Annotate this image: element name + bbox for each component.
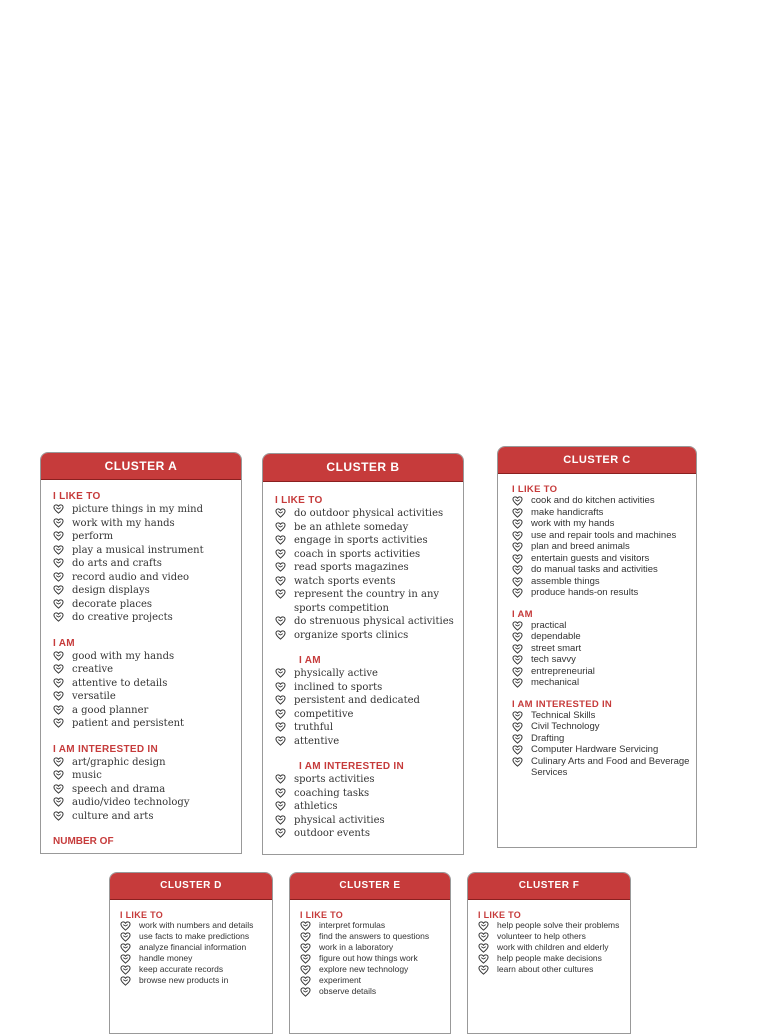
heart-outline-icon [512,644,523,654]
list-item-label: inclined to sports [294,681,383,693]
list-item [275,694,463,708]
list-item-label: help people solve their problems [497,920,620,930]
heart-outline-icon [120,943,131,953]
list-item-label: practical [531,619,567,631]
list-item-label: analyze financial information [139,942,247,952]
cluster-e-like-section [300,910,450,997]
list-item [300,942,450,953]
heart-outline-icon [120,976,131,986]
heart-outline-icon [478,921,489,931]
list-item-label: do manual tasks and activities [531,564,658,575]
list-item [53,717,241,731]
heart-outline-icon [275,508,286,518]
section-heading: I AM INTERESTED IN [53,743,159,755]
list-item [512,495,696,507]
list-item [512,643,696,655]
section-heading: I LIKE TO [275,495,323,506]
heart-outline-icon [53,797,64,807]
heart-outline-icon [275,682,286,692]
heart-outline-icon [53,784,64,794]
list-item [512,518,696,530]
list-item-label: interpret formulas [319,920,386,930]
list-item [300,931,450,942]
list-item-label: good with my hands [72,650,175,662]
heart-outline-icon [275,828,286,838]
list-item [478,942,630,953]
heart-outline-icon [275,815,286,825]
list-item-label: play a musical instrument [72,544,204,556]
list-item [300,986,450,997]
list-item-label: truthful [294,722,334,733]
list-item-label: sports activities [294,774,375,785]
list-item-label: Technical Skills [531,709,596,721]
list-item-label: versatile [72,691,116,702]
section-heading: I LIKE TO [512,484,558,495]
list-item-label: work with my hands [531,518,615,529]
heart-outline-icon [53,504,64,514]
list-item-label: find the answers to questions [319,931,430,941]
list-item [512,721,696,733]
list-item-label: music [72,770,102,781]
list-item-label: be an athlete someday [294,521,409,533]
list-item [512,507,696,519]
section-heading: I AM [53,637,75,649]
heart-outline-icon [478,932,489,942]
list-item [120,953,272,964]
list-item-label: keep accurate records [139,964,224,974]
list-item-label: physically active [294,668,378,679]
list-item-label: work with numbers and details [139,920,254,930]
heart-outline-icon [275,522,286,532]
heart-outline-icon [300,987,311,997]
heart-outline-icon [512,745,523,755]
heart-outline-icon [512,519,523,529]
list-item-label: decorate places [72,598,153,610]
heart-outline-icon [53,612,64,622]
list-item-label: experiment [319,975,362,985]
list-item [53,584,241,598]
cluster-d-like-section [120,910,272,986]
cluster-c-interested-section [512,699,696,779]
list-item [275,708,463,722]
section-heading: I AM INTERESTED IN [512,698,613,710]
heart-outline-icon [478,943,489,953]
heart-outline-icon [512,678,523,688]
list-item [512,677,696,689]
list-item [512,666,696,678]
cluster-c-like-section [512,484,696,599]
list-item-label: dependable [531,631,581,642]
list-item-label: observe details [319,986,377,996]
heart-outline-icon [512,711,523,721]
heart-outline-icon [275,562,286,572]
heart-outline-icon [53,558,64,568]
heart-outline-icon [512,722,523,732]
list-item-label: make handicrafts [531,506,604,518]
cluster-b-am-section [275,655,463,748]
list-item [275,615,463,629]
list-item-label: persistent and dedicated [294,695,420,706]
heart-outline-icon [53,599,64,609]
list-item-label: engage in sports activities [294,535,428,546]
list-item-label: attentive [294,735,340,747]
list-item [512,631,696,643]
list-item [512,576,696,588]
heart-outline-icon [53,718,64,728]
list-item-label: explore new technology [319,964,409,974]
list-item-label: volunteer to help others [497,931,586,941]
list-item-label: tech savvy [531,654,576,665]
heart-outline-icon [53,691,64,701]
list-item [53,783,241,797]
list-item-label: handle money [139,953,193,963]
list-item [53,611,241,625]
section-heading: I AM [512,608,533,620]
section-heading: I AM INTERESTED IN [299,761,405,772]
heart-outline-icon [53,518,64,528]
heart-outline-icon [53,757,64,767]
list-item-label: do creative projects [72,612,173,623]
list-item [512,541,696,553]
cluster-a-trailing-heading: NUMBER OF [53,836,114,847]
list-item [53,530,241,544]
heart-outline-icon [275,589,286,599]
heart-outline-icon [53,664,64,674]
list-item [478,953,630,964]
list-item [275,629,463,643]
list-item [120,931,272,942]
heart-outline-icon [512,565,523,575]
heart-outline-icon [120,921,131,931]
cluster-f-title: CLUSTER F [468,873,630,900]
list-item [300,964,450,975]
cluster-d-card [109,872,273,1034]
list-item-label: use facts to make predictions [139,931,250,941]
list-item-label: do arts and crafts [72,558,162,569]
list-item-label: creative [72,664,114,675]
list-item-label: use and repair tools and machines [531,529,677,541]
heart-outline-icon [275,788,286,798]
list-item [275,681,463,695]
cluster-e-card [289,872,451,1034]
list-item [478,931,630,942]
list-item [512,587,696,599]
list-item-label: cook and do kitchen activities [531,495,655,506]
list-item [512,756,696,779]
list-item-label: competitive [294,708,354,720]
list-item [300,975,450,986]
list-item-label: learn about other cultures [497,964,594,974]
heart-outline-icon [53,770,64,780]
list-item [512,744,696,756]
list-item [53,756,241,770]
list-item-label: athletics [294,801,338,812]
list-item [512,733,696,745]
heart-outline-icon [275,801,286,811]
list-item-label: work with children and elderly [497,942,609,952]
list-item-label: record audio and video [72,571,190,583]
heart-outline-icon [275,668,286,678]
heart-outline-icon [512,667,523,677]
list-item [53,663,241,677]
list-item-label: culture and arts [72,810,154,822]
list-item-label: work in a laboratory [319,942,394,952]
list-item [275,800,463,814]
list-item-label: browse new products in [139,975,229,985]
list-item [275,721,463,735]
heart-outline-icon [512,734,523,744]
list-item [53,677,241,691]
list-item-label: watch sports events [294,575,396,587]
cluster-b-like-section [275,495,463,642]
cluster-c-card [497,446,697,848]
cluster-a-like-section [53,491,241,625]
heart-outline-icon [275,709,286,719]
list-item-label: attentive to details [72,677,168,689]
list-item [300,920,450,931]
list-item-label: art/graphic design [72,756,166,768]
list-item-label: audio/video technology [72,797,190,808]
section-heading: I LIKE TO [120,910,164,920]
list-item [53,704,241,718]
heart-outline-icon [53,585,64,595]
list-item-label: figure out how things work [319,953,418,963]
cluster-a-title: CLUSTER A [41,453,241,480]
list-item [512,530,696,542]
heart-outline-icon [478,965,489,975]
heart-outline-icon [512,632,523,642]
heart-outline-icon [300,976,311,986]
heart-outline-icon [120,954,131,964]
list-item [275,534,463,548]
list-item-label: street smart [531,642,582,654]
list-item [53,810,241,824]
list-item-label: coach in sports activities [294,548,421,560]
heart-outline-icon [512,531,523,541]
list-item [275,507,463,521]
cluster-f-card [467,872,631,1034]
list-item [53,598,241,612]
list-item-label: produce hands-on results [531,587,639,598]
heart-outline-icon [512,588,523,598]
heart-outline-icon [512,655,523,665]
list-item [53,571,241,585]
heart-outline-icon [53,651,64,661]
cluster-a-interested-section [53,744,241,824]
list-item [512,710,696,722]
list-item [120,920,272,931]
heart-outline-icon [53,572,64,582]
list-item-label: outdoor events [294,828,370,839]
list-item [275,787,463,801]
list-item [275,575,463,589]
list-item-label: Drafting [531,732,565,744]
list-item-label: do strenuous physical activities [294,616,454,627]
list-item-label: design displays [72,585,150,596]
list-item [120,975,272,986]
heart-outline-icon [53,545,64,555]
heart-outline-icon [275,736,286,746]
list-item [300,953,450,964]
heart-outline-icon [275,576,286,586]
heart-outline-icon [300,954,311,964]
heart-outline-icon [275,722,286,732]
cluster-b-interested-section [275,761,463,841]
list-item [478,920,630,931]
heart-outline-icon [512,554,523,564]
list-item-label: entrepreneurial [531,665,595,677]
list-item-label: speech and drama [72,783,166,795]
heart-outline-icon [53,811,64,821]
heart-outline-icon [512,496,523,506]
heart-outline-icon [300,943,311,953]
section-heading: I LIKE TO [300,910,344,920]
cluster-e-title: CLUSTER E [290,873,450,900]
cluster-c-am-section [512,609,696,689]
list-item [275,588,463,615]
list-item-label: mechanical [531,677,580,688]
list-item-label: read sports magazines [294,562,409,573]
list-item [512,553,696,565]
list-item [275,561,463,575]
list-item [120,942,272,953]
list-item [512,620,696,632]
heart-outline-icon [120,965,131,975]
cluster-c-title: CLUSTER C [498,447,696,474]
list-item-label: help people make decisions [497,953,602,963]
heart-outline-icon [120,932,131,942]
list-item [53,503,241,517]
heart-outline-icon [275,535,286,545]
list-item [275,735,463,749]
list-item [275,827,463,841]
heart-outline-icon [512,621,523,631]
heart-outline-icon [275,630,286,640]
heart-outline-icon [512,577,523,587]
list-item [275,667,463,681]
heart-outline-icon [300,921,311,931]
list-item [53,769,241,783]
list-item-label: do outdoor physical activities [294,508,444,519]
heart-outline-icon [275,695,286,705]
list-item [53,650,241,664]
heart-outline-icon [275,616,286,626]
list-item-label: Computer Hardware Servicing [531,744,659,755]
list-item [120,964,272,975]
cluster-b-card [262,453,464,855]
list-item-label: Civil Technology [531,721,600,732]
section-heading: I AM [299,655,321,666]
list-item [53,557,241,571]
section-heading: I LIKE TO [53,491,101,502]
list-item-label: perform [72,531,114,542]
cluster-f-like-section [478,910,630,975]
heart-outline-icon [512,757,523,767]
heart-outline-icon [53,705,64,715]
list-item-label: Culinary Arts and Food and Beverage Services [531,755,690,778]
list-item [275,548,463,562]
list-item [53,544,241,558]
list-item [512,654,696,666]
cluster-b-title: CLUSTER B [263,454,463,482]
list-item-label: represent the country in any sports competition [294,589,440,614]
list-item [275,814,463,828]
list-item [512,564,696,576]
heart-outline-icon [512,508,523,518]
list-item [478,964,630,975]
heart-outline-icon [300,965,311,975]
section-heading: I LIKE TO [478,910,522,920]
list-item [53,796,241,810]
cluster-a-card [40,452,242,854]
list-item-label: physical activities [294,814,385,826]
list-item-label: organize sports clinics [294,629,409,641]
list-item [275,773,463,787]
heart-outline-icon [300,932,311,942]
list-item-label: patient and persistent [72,718,185,729]
list-item-label: entertain guests and visitors [531,552,650,564]
heart-outline-icon [53,678,64,688]
cluster-a-am-section [53,638,241,731]
list-item-label: picture things in my mind [72,504,203,515]
heart-outline-icon [275,549,286,559]
list-item-label: plan and breed animals [531,541,630,552]
heart-outline-icon [512,542,523,552]
cluster-d-title: CLUSTER D [110,873,272,900]
list-item-label: a good planner [72,704,149,716]
heart-outline-icon [275,774,286,784]
list-item [53,690,241,704]
heart-outline-icon [53,531,64,541]
list-item-label: work with my hands [72,517,175,529]
list-item-label: assemble things [531,575,600,587]
list-item [53,517,241,531]
list-item-label: coaching tasks [294,787,370,799]
list-item [275,521,463,535]
heart-outline-icon [478,954,489,964]
